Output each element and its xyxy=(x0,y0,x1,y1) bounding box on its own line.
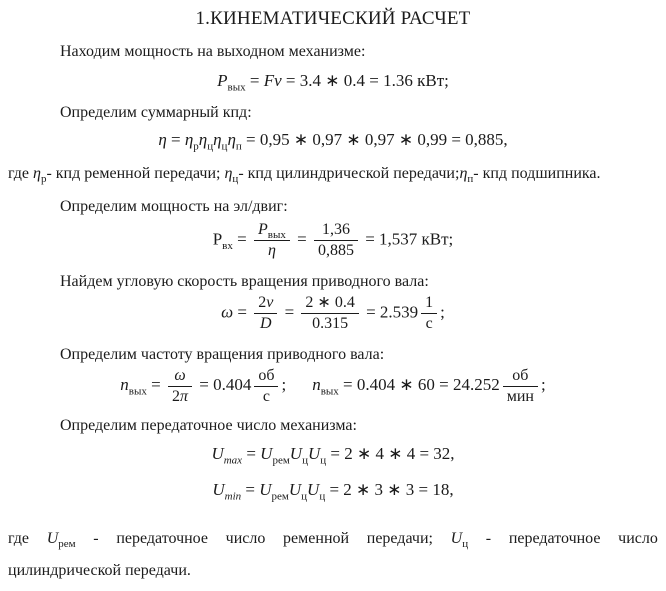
text-word: число xyxy=(225,530,266,547)
text-run: - кпд ременной передачи; xyxy=(46,165,225,182)
math-operator: = xyxy=(146,375,165,395)
text-word: ременной xyxy=(283,530,350,547)
math-coefficient: 2 xyxy=(171,388,180,405)
fraction-denominator xyxy=(168,387,192,407)
fraction xyxy=(503,366,538,407)
math-subscript: вых xyxy=(227,81,246,94)
math-punctuation: ; xyxy=(440,302,445,322)
formula-rotation-frequency-rpm xyxy=(312,367,546,405)
text-word: передачи; xyxy=(366,530,433,547)
fraction-denominator: с xyxy=(262,388,270,405)
paragraph-find-output-power: Находим мощность на выходном механизме: xyxy=(60,43,366,60)
text-word: - xyxy=(485,530,492,547)
math-var: ω xyxy=(221,302,234,322)
math-subscript: р xyxy=(193,140,199,153)
fraction xyxy=(421,293,437,334)
math-subscript: вх xyxy=(222,239,233,252)
formula-motor-power xyxy=(8,220,658,261)
math-operator: = xyxy=(241,480,260,499)
math-subscript: п xyxy=(235,140,242,153)
page-title: 1.КИНЕМАТИЧЕСКИЙ РАСЧЕТ xyxy=(195,8,471,29)
math-expression: = 0.404 xyxy=(194,375,252,395)
fraction-numerator: ω xyxy=(168,366,192,387)
math-coefficient: 2 xyxy=(258,294,267,311)
paragraph-angular-velocity: Найдем угловую скорость вращения приводного вала: xyxy=(60,273,429,290)
math-var: U xyxy=(307,480,320,499)
math-subscript: ц xyxy=(207,140,214,153)
fraction xyxy=(301,293,358,334)
math-var: U xyxy=(307,444,321,463)
fraction-denominator: 0.315 xyxy=(312,315,349,332)
fraction-numerator xyxy=(254,293,277,314)
paragraph-gear-ratio: Определим передаточное число механизма: xyxy=(60,417,357,434)
formula-gear-ratio-max xyxy=(8,442,658,465)
math-var: U xyxy=(288,480,302,499)
math-subscript: вых xyxy=(320,385,339,398)
text-word: где xyxy=(8,530,30,547)
math-var: P xyxy=(257,221,268,238)
text-word: передаточное xyxy=(508,530,601,547)
math-var: n xyxy=(120,375,129,395)
fraction-numerator: 1 xyxy=(421,293,437,314)
note-gear-ratio-definitions xyxy=(8,529,658,549)
math-punctuation: ; xyxy=(281,375,287,395)
text-run: - кпд подшипника. xyxy=(473,165,601,182)
text-word: число xyxy=(618,530,658,547)
fraction-numerator: 2 ∗ 0.4 xyxy=(301,293,358,314)
math-var: π xyxy=(179,388,188,405)
math-var: U xyxy=(212,480,225,499)
text-word: - xyxy=(93,530,99,547)
fraction-denominator: 0,885 xyxy=(317,242,354,259)
math-subscript: рем xyxy=(58,538,76,551)
math-var: U xyxy=(260,444,273,463)
text-run: где xyxy=(8,165,34,182)
math-operator: = xyxy=(280,302,299,322)
math-subscript: ц xyxy=(319,490,326,503)
math-var: U xyxy=(46,530,59,547)
math-expression: = 2 ∗ 4 ∗ 4 = 32, xyxy=(326,444,455,463)
note-gear-ratio-definitions-line2: цилиндрической передачи. xyxy=(8,562,191,579)
math-expression: = 2.539 xyxy=(361,302,419,322)
math-operator: = xyxy=(233,302,252,322)
text-word: передаточное xyxy=(116,530,208,547)
math-operator: = xyxy=(245,71,264,90)
math-subscript: ц xyxy=(221,140,228,153)
math-var: U xyxy=(259,480,272,499)
math-var: Р xyxy=(212,229,223,249)
math-subscript: max xyxy=(223,454,243,467)
math-subscript: ц xyxy=(232,173,239,186)
math-var: U xyxy=(450,530,463,547)
math-var: η xyxy=(224,165,233,182)
math-subscript: р xyxy=(40,173,47,186)
formula-rotation-frequency-rps xyxy=(120,367,287,405)
math-subscript: рем xyxy=(271,490,289,503)
math-var-with-subscript xyxy=(451,529,468,549)
math-var: U xyxy=(211,444,224,463)
fraction-denominator: мин xyxy=(506,388,534,405)
math-subscript: рем xyxy=(272,454,290,467)
math-expression: = 0.404 ∗ 60 = 24.252 xyxy=(338,375,500,395)
note-efficiency-definitions xyxy=(8,164,658,184)
math-var: Fv xyxy=(263,71,282,90)
math-subscript: ц xyxy=(301,490,308,503)
formula-output-power xyxy=(8,69,658,92)
formula-angular-velocity xyxy=(8,293,658,334)
fraction-numerator: об xyxy=(254,366,278,387)
math-subscript: вых xyxy=(267,229,286,242)
math-operator: = xyxy=(242,444,261,463)
math-var: η xyxy=(184,130,194,149)
math-operator: = xyxy=(232,229,251,249)
formula-gear-ratio-min xyxy=(8,478,658,501)
math-var: P xyxy=(217,71,228,90)
math-subscript: ц xyxy=(320,454,327,467)
math-expression: = 3.4 ∗ 0.4 = 1.36 кВт; xyxy=(281,71,449,90)
formula-total-efficiency xyxy=(8,128,658,151)
math-var: v xyxy=(266,294,274,311)
math-subscript: ц xyxy=(462,538,469,551)
math-subscript: min xyxy=(224,490,242,503)
paragraph-rotation-frequency: Определим частоту вращения приводного вала: xyxy=(60,346,385,363)
math-subscript: ц xyxy=(302,454,308,467)
math-var: η xyxy=(158,130,167,149)
math-subscript: вых xyxy=(128,385,147,398)
paragraph-define-motor-power: Определим мощность на эл/двиг: xyxy=(60,198,288,215)
math-var: η xyxy=(198,130,208,149)
text-run: - кпд цилиндрической передачи; xyxy=(238,165,460,182)
formula-rotation-frequency xyxy=(8,366,658,407)
math-var: η xyxy=(227,130,236,149)
fraction-numerator: 1,36 xyxy=(314,220,358,241)
fraction-denominator: с xyxy=(425,315,433,332)
math-var: η xyxy=(213,130,222,149)
fraction xyxy=(254,220,290,261)
math-var: U xyxy=(289,444,303,463)
fraction xyxy=(314,220,358,261)
math-var: η xyxy=(459,165,468,182)
fraction xyxy=(254,293,277,334)
fraction-denominator: η xyxy=(267,242,276,259)
math-var: η xyxy=(33,165,41,182)
math-operator: = xyxy=(292,229,311,249)
paragraph-define-efficiency: Определим суммарный кпд: xyxy=(60,104,252,121)
math-expression: = 1,537 кВт; xyxy=(360,229,454,249)
math-punctuation: ; xyxy=(540,375,546,395)
math-subscript: п xyxy=(467,173,474,186)
math-expression: = 2 ∗ 3 ∗ 3 = 18, xyxy=(325,480,454,499)
math-var-with-subscript xyxy=(47,529,76,549)
fraction xyxy=(254,366,278,407)
fraction-numerator xyxy=(254,220,290,241)
fraction xyxy=(168,366,192,407)
math-operator: = xyxy=(166,130,185,149)
math-expression: = 0,95 ∗ 0,97 ∗ 0,97 ∗ 0,99 = 0,885, xyxy=(241,130,508,149)
math-var: n xyxy=(312,375,321,395)
fraction-numerator: об xyxy=(503,366,538,387)
fraction-denominator: D xyxy=(259,315,272,332)
